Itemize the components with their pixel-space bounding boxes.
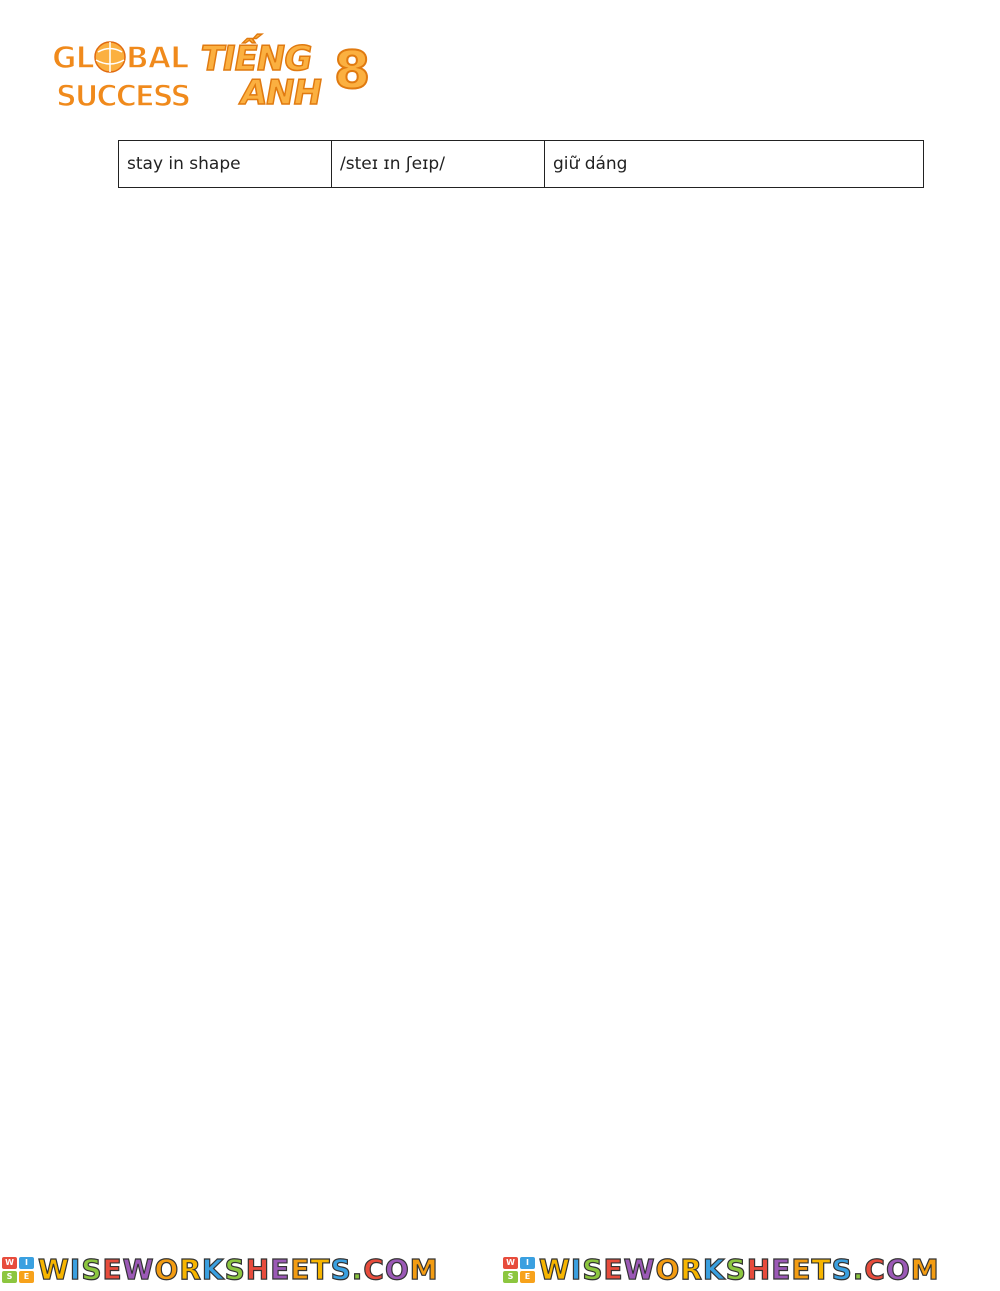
badge-letter: W (2, 1257, 17, 1269)
footer-watermark (0, 1252, 1000, 1288)
vocab-word: stay in shape (119, 141, 332, 188)
svg-text:BAL: BAL (126, 41, 189, 76)
badge-letter: E (19, 1271, 34, 1283)
badge-letter: S (2, 1271, 17, 1283)
wise-badge-icon (503, 1257, 535, 1283)
tieng-anh-8-logo (194, 28, 384, 112)
svg-text:GL: GL (52, 41, 94, 76)
vocab-phonetic: /steɪ ɪn ʃeɪp/ (332, 141, 545, 188)
badge-letter: I (19, 1257, 34, 1269)
vocab-meaning: giữ dáng (545, 141, 924, 188)
watermark-text: WISEWORKSHEETS.COM (539, 1253, 940, 1286)
header-logos (46, 28, 386, 118)
watermark (2, 1252, 439, 1288)
svg-text:SUCCESS: SUCCESS (56, 79, 190, 113)
watermark-text: WISEWORKSHEETS.COM (38, 1253, 439, 1286)
watermark (503, 1252, 940, 1288)
table-row (119, 141, 924, 188)
badge-letter: I (520, 1257, 535, 1269)
svg-text:ANH: ANH (237, 73, 325, 113)
svg-text:TIẾNG: TIẾNG (197, 39, 315, 79)
wise-badge-icon (2, 1257, 34, 1283)
svg-text:8: 8 (334, 41, 371, 101)
global-success-logo (46, 30, 190, 114)
badge-letter: S (503, 1271, 518, 1283)
badge-letter: W (503, 1257, 518, 1269)
badge-letter: E (520, 1271, 535, 1283)
vocabulary-table (118, 140, 924, 188)
